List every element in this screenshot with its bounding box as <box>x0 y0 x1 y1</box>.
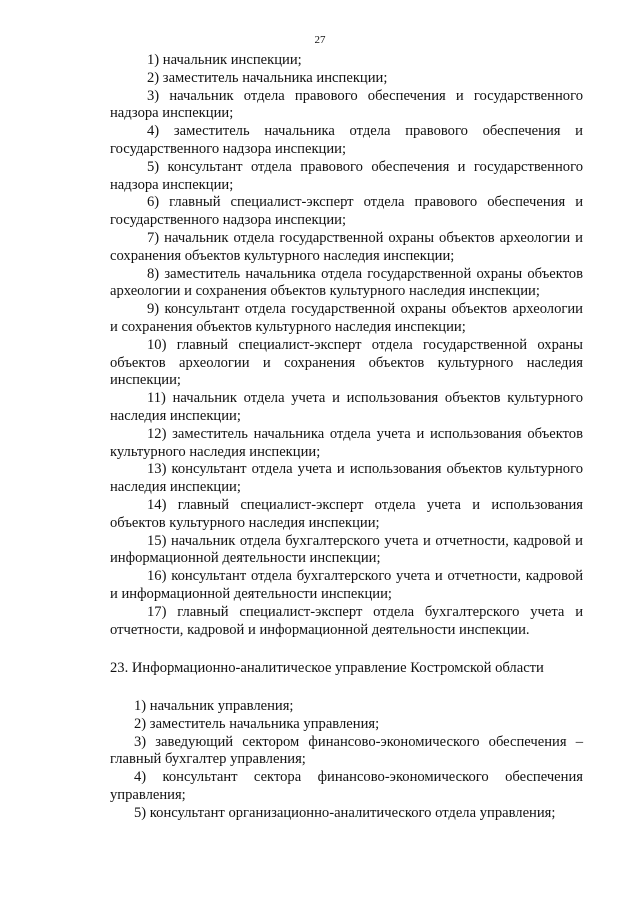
list-item: 3) начальник отдела правового обеспечения и государственного надзора инспекции; <box>110 87 583 122</box>
list-item: 2) заместитель начальника управления; <box>134 715 380 732</box>
list-item: 6) главный специалист-эксперт отдела правового обеспечения и государственного надзора инспекции; <box>110 194 583 229</box>
list-item: 4) заместитель начальника отдела правового обеспечения и государственного надзора инспекции; <box>110 123 583 157</box>
list-item: 17) главный специалист-эксперт отдела бухгалтерского учета и отчетности, кадровой и информационной деятельности инспекции. <box>110 603 583 638</box>
section-23-positions-list <box>110 698 583 823</box>
list-item: 7) начальник отдела государственной охраны объектов археологии и сохранения объектов культурного наследия инспекции; <box>110 229 583 264</box>
list-item: 9) консультант отдела государственной охраны объектов археологии и сохранения объектов культурного наследия инспекции; <box>110 301 583 335</box>
list-item: 15) начальник отдела бухгалтерского учета и отчетности, кадровой и информационной деятельности инспекции; <box>110 532 583 567</box>
list-item: 1) начальник инспекции; <box>147 52 302 68</box>
list-item: 2) заместитель начальника инспекции; <box>147 69 388 86</box>
list-item: 5) консультант организационно-аналитического отдела управления; <box>134 804 556 821</box>
section-title: 23. Информационно-аналитическое управление Костромской области <box>110 660 544 677</box>
list-item: 13) консультант отдела учета и использования объектов культурного наследия инспекции; <box>110 461 583 496</box>
page-number: 27 <box>314 34 326 46</box>
list-item: 14) главный специалист-эксперт отдела учета и использования объектов культурного наследия инспекции; <box>110 496 583 531</box>
list-item: 4) консультант сектора финансово-экономического обеспечения управления; <box>110 769 583 804</box>
list-item: 5) консультант отдела правового обеспечения и государственного надзора инспекции; <box>110 158 583 193</box>
list-item: 12) заместитель начальника отдела учета и использования объектов культурного наследия инспекции; <box>110 425 583 460</box>
list-item: 1) начальник управления; <box>134 698 294 715</box>
list-item: 8) заместитель начальника отдела государственной охраны объектов археологии и сохранения объектов культурного наследия инспекции; <box>110 265 583 300</box>
inspection-positions-list <box>110 52 583 639</box>
document-body <box>110 52 583 823</box>
list-item: 3) заведующий сектором финансово-экономического обеспечения – главный бухгалтер управления; <box>110 733 583 768</box>
list-item: 10) главный специалист-эксперт отдела государственной охраны объектов археологии и сохранения объектов культурного наследия инспекции; <box>110 336 583 389</box>
list-item: 11) начальник отдела учета и использования объектов культурного наследия инспекции; <box>110 390 583 424</box>
list-item: 16) консультант отдела бухгалтерского учета и отчетности, кадровой и информационной деятельности инспекции; <box>110 568 583 602</box>
